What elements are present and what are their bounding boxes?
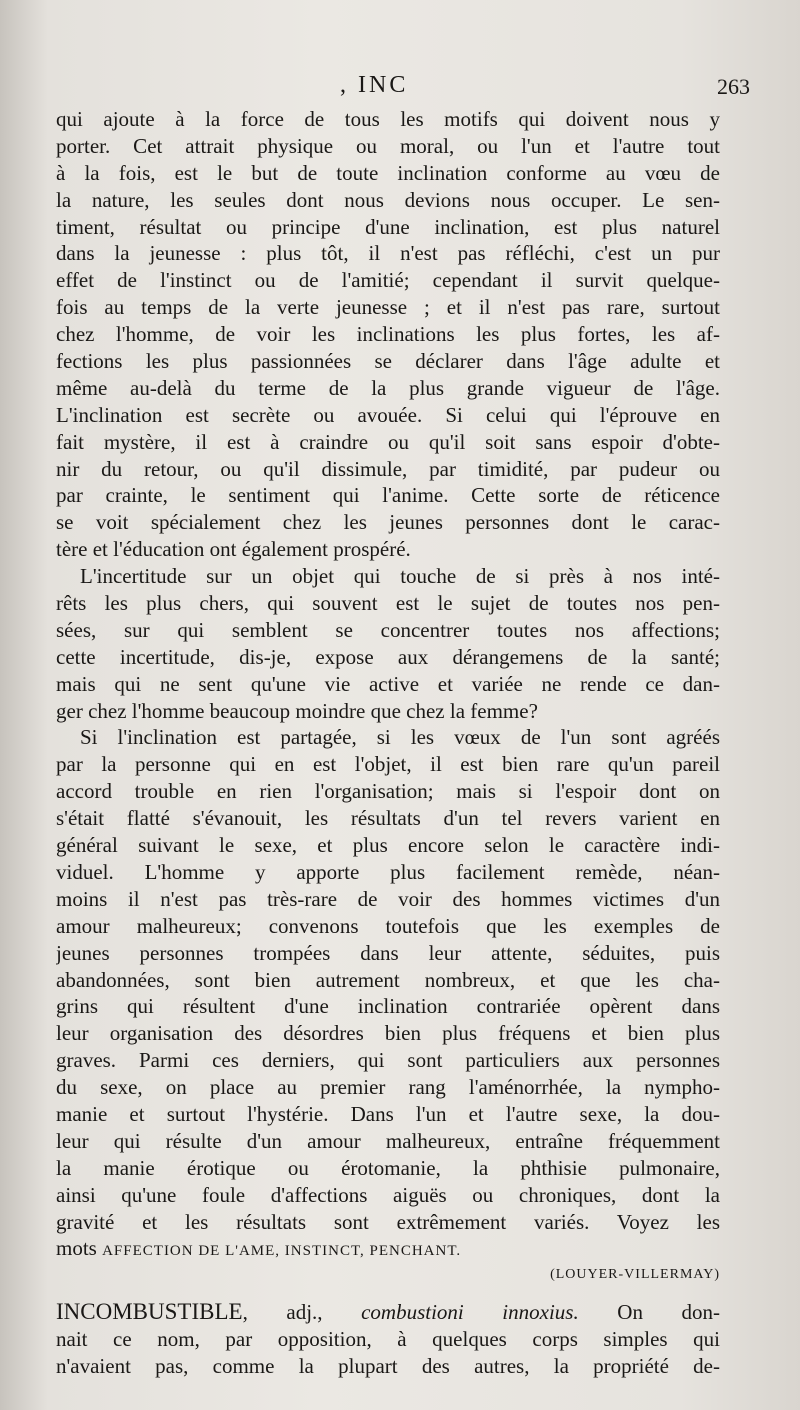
- author-signature: (LOUYER-VILLERMAY): [550, 1267, 720, 1283]
- text-line: jeunes personnes trompées dans leur attente, séduites, puis: [56, 940, 720, 965]
- text-line: moins il n'est pas très-rare de voir des hommes victimes d'un: [56, 886, 720, 911]
- text-line: nait ce nom, par opposition, à quelques corps simples qui: [56, 1327, 720, 1352]
- entry-headword: INCOMBUSTIBLE: [56, 1299, 243, 1325]
- text-line: grins qui résultent d'une inclination contrariée opèrent dans: [56, 994, 720, 1019]
- text-line: rêts les plus chers, qui souvent est le sujet de toutes nos pen-: [56, 591, 720, 616]
- text-line: porter. Cet attrait physique ou moral, ou l'un et l'autre tout: [56, 133, 720, 158]
- entry-latin-term: combustioni innoxius.: [361, 1300, 579, 1325]
- text-line: fois au temps de la verte jeunesse ; et il n'est pas rare, surtout: [56, 295, 720, 320]
- text-line: accord trouble en rien l'organisation; mais si l'espoir dont on: [56, 779, 720, 804]
- text-line: dans la jeunesse : plus tôt, il n'est pas réfléchi, c'est un pur: [56, 241, 720, 266]
- text-line: n'avaient pas, comme la plupart des autres, la propriété de-: [56, 1353, 720, 1378]
- text-line: gravité et les résultats sont extrêmement variés. Voyez les: [56, 1209, 720, 1234]
- running-head-title: , INC: [340, 72, 409, 98]
- entry-gap: [56, 1289, 720, 1299]
- text-line: sées, sur qui semblent se concentrer toutes nos affections;: [56, 617, 720, 642]
- text-line: à la fois, est le but de toute inclination conforme au vœu de: [56, 160, 720, 185]
- see-also-line: [56, 1235, 720, 1262]
- text-line: chez l'homme, de voir les inclinations les plus fortes, les af-: [56, 322, 720, 347]
- text-line: tère et l'éducation ont également prospéré.: [56, 537, 411, 562]
- text-line: ainsi qu'une foule d'affections aiguës ou chroniques, dont la: [56, 1182, 720, 1207]
- text-line: même au-delà du terme de la plus grande vigueur de l'âge.: [56, 375, 720, 400]
- text-line: timent, résultat ou principe d'une inclination, est plus naturel: [56, 214, 720, 239]
- text-line: nir du retour, ou qu'il dissimule, par timidité, par pudeur ou: [56, 456, 720, 481]
- text-line: par la personne qui en est l'objet, il est bien rare qu'un pareil: [56, 752, 720, 777]
- text-line: se voit spécialement chez les jeunes personnes dont le carac-: [56, 510, 720, 535]
- text-line: du sexe, on place au premier rang l'aménorrhée, la nympho-: [56, 1075, 720, 1100]
- text-line: qui ajoute à la force de tous les motifs qui doivent nous y: [56, 107, 720, 131]
- text-line: la manie érotique ou érotomanie, la phthisie pulmonaire,: [56, 1155, 720, 1180]
- main-text: [56, 106, 720, 1380]
- text-line: fait mystère, il est à craindre ou qu'il soit sans espoir d'obte-: [56, 429, 720, 454]
- text-line: effet de l'instinct ou de l'amitié; cependant il survit quelque-: [56, 268, 720, 293]
- page-number: 263: [717, 74, 750, 99]
- text-line: par crainte, le sentiment qui l'anime. Cette sorte de réticence: [56, 483, 720, 508]
- text-line: manie et surtout l'hystérie. Dans l'un et l'autre sexe, la dou-: [56, 1101, 720, 1126]
- text-line: la nature, les seules dont nous devions nous occuper. Le sen-: [56, 187, 720, 212]
- entry-headword-line: [56, 1299, 720, 1326]
- text-line: L'inclination est secrète ou avouée. Si celui qui l'éprouve en: [56, 402, 720, 427]
- text-line: abandonnées, sont bien autrement nombreux, et que les cha-: [56, 967, 720, 992]
- text-line: s'était flatté s'évanouit, les résultats d'un tel revers varient en: [56, 806, 720, 831]
- text-line: mais qui ne sent qu'une vie active et variée ne rende ce dan-: [56, 671, 720, 696]
- text-line: viduel. L'homme y apporte plus facilement remède, néan-: [56, 859, 720, 884]
- text-line: leur organisation des désordres bien plus fréquens et bien plus: [56, 1021, 720, 1046]
- text-line: amour malheureux; convenons toutefois que les exemples de: [56, 913, 720, 938]
- see-also-prefix: mots: [56, 1236, 97, 1261]
- running-head: [0, 72, 800, 106]
- text-line: leur qui résulte d'un amour malheureux, entraîne fréquemment: [56, 1128, 720, 1153]
- text-line: ger chez l'homme beaucoup moindre que chez la femme?: [56, 698, 538, 723]
- text-line: cette incertitude, dis-je, expose aux dérangemens de la santé;: [56, 644, 720, 669]
- text-line: Si l'inclination est partagée, si les vœux de l'un sont agréés: [80, 725, 720, 750]
- text-line: graves. Parmi ces derniers, qui sont particuliers aux personnes: [56, 1048, 720, 1073]
- entry-pos: , adj.,: [242, 1300, 323, 1325]
- see-also-refs: AFFECTION DE L'AME, INSTINCT, PENCHANT.: [102, 1243, 462, 1260]
- text-line: L'incertitude sur un objet qui touche de si près à nos inté-: [80, 564, 720, 589]
- text-line: général suivant le sexe, et plus encore selon le caractère indi-: [56, 833, 720, 858]
- entry-text-start: On don-: [617, 1300, 720, 1325]
- text-line: fections les plus passionnées se déclarer dans l'âge adulte et: [56, 349, 720, 374]
